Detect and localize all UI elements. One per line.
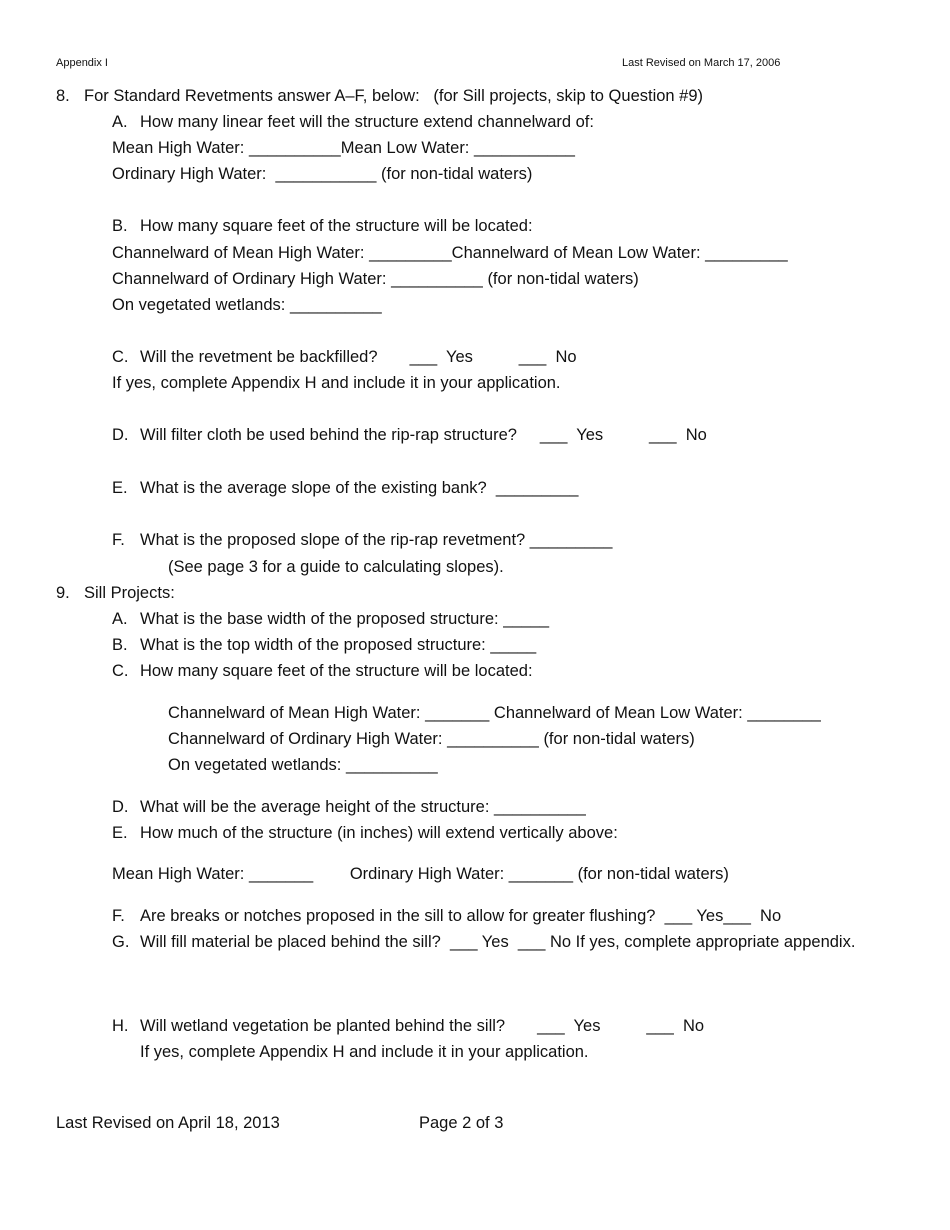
q9h-question[interactable]	[112, 1016, 704, 1036]
q8f-note: (See page 3 for a guide to calculating slopes).	[168, 558, 504, 576]
q9f-letter: F.	[112, 907, 125, 925]
q9c-channelward-ordinary-field[interactable]: Channelward of Ordinary High Water: __________ (for non-tidal waters)	[168, 730, 695, 748]
q9a-text[interactable]: What is the base width of the proposed structure: _____	[140, 610, 550, 628]
q9a-letter: A.	[112, 610, 128, 628]
q8e-question[interactable]	[112, 478, 578, 498]
q9a-question[interactable]	[112, 609, 549, 629]
q8c-text[interactable]: Will the revetment be backfilled? ___ Yes ___ No	[140, 348, 577, 366]
q8e-text[interactable]: What is the average slope of the existing bank? _________	[140, 479, 579, 497]
q9c-channelward-mean-field[interactable]: Channelward of Mean High Water: _______ Channelward of Mean Low Water: ________	[168, 704, 821, 722]
q9d-question[interactable]	[112, 797, 586, 817]
q8d-text[interactable]: Will filter cloth be used behind the rip-rap structure? ___ Yes ___ No	[140, 426, 707, 444]
q9e-question	[112, 823, 618, 843]
footer-revised-date: Last Revised on April 18, 2013	[56, 1114, 280, 1132]
q9h-note: If yes, complete Appendix H and include it in your application.	[140, 1043, 589, 1061]
header-appendix: Appendix I	[56, 57, 108, 69]
q9-title: Sill Projects:	[84, 584, 175, 602]
q9e-vertical-extent-field[interactable]: Mean High Water: _______ Ordinary High Water: _______ (for non-tidal waters)	[112, 865, 729, 883]
q8b-question	[112, 216, 533, 236]
q8-title: For Standard Revetments answer A–F, below: (for Sill projects, skip to Question #9)	[84, 87, 704, 105]
q9e-text: How much of the structure (in inches) will extend vertically above:	[140, 824, 618, 842]
q8c-letter: C.	[112, 348, 129, 366]
header-revised-date: Last Revised on March 17, 2006	[622, 57, 781, 69]
q9f-text[interactable]: Are breaks or notches proposed in the sill to allow for greater flushing? ___ Yes___ No	[140, 907, 782, 925]
q9h-text[interactable]: Will wetland vegetation be planted behind the sill? ___ Yes ___ No	[140, 1017, 705, 1035]
footer-page-number: Page 2 of 3	[419, 1114, 504, 1132]
q9c-vegetated-wetlands-field[interactable]: On vegetated wetlands: __________	[168, 756, 438, 774]
q8d-letter: D.	[112, 426, 129, 444]
q9g-letter: G.	[112, 933, 130, 951]
q8b-channelward-ordinary-field[interactable]: Channelward of Ordinary High Water: __________ (for non-tidal waters)	[112, 270, 639, 288]
q8b-vegetated-wetlands-field[interactable]: On vegetated wetlands: __________	[112, 296, 382, 314]
q8c-note: If yes, complete Appendix H and include it in your application.	[112, 374, 561, 392]
q9c-question	[112, 661, 533, 681]
q8a-text: How many linear feet will the structure extend channelward of:	[140, 113, 594, 131]
q8f-letter: F.	[112, 531, 125, 549]
q8d-question[interactable]	[112, 425, 707, 445]
q8b-channelward-mean-field[interactable]: Channelward of Mean High Water: _________Channelward of Mean Low Water: _________	[112, 244, 788, 262]
q8a-letter: A.	[112, 113, 128, 131]
q9b-letter: B.	[112, 636, 128, 654]
q9-number: 9.	[56, 584, 70, 602]
q9d-text[interactable]: What will be the average height of the structure: __________	[140, 798, 586, 816]
q9f-question[interactable]	[112, 906, 781, 926]
q8f-text[interactable]: What is the proposed slope of the rip-rap revetment? _________	[140, 531, 613, 549]
q8b-letter: B.	[112, 217, 128, 235]
q9g-text[interactable]: Will fill material be placed behind the sill? ___ Yes ___ No If yes, complete appropriate appendix.	[140, 933, 856, 951]
q8f-question[interactable]	[112, 530, 612, 550]
q9b-text[interactable]: What is the top width of the proposed structure: _____	[140, 636, 537, 654]
q9e-letter: E.	[112, 824, 128, 842]
q9g-question[interactable]	[112, 932, 855, 952]
q8-heading	[56, 86, 703, 106]
q8b-text: How many square feet of the structure will be located:	[140, 217, 533, 235]
q8a-ordinary-water-field[interactable]: Ordinary High Water: ___________ (for non-tidal waters)	[112, 165, 533, 183]
q8a-mean-water-field[interactable]: Mean High Water: __________Mean Low Water: ___________	[112, 139, 575, 157]
q8-number: 8.	[56, 87, 70, 105]
q9c-text: How many square feet of the structure will be located:	[140, 662, 533, 680]
q9d-letter: D.	[112, 798, 129, 816]
q9c-letter: C.	[112, 662, 129, 680]
q9b-question[interactable]	[112, 635, 536, 655]
q8a-question	[112, 112, 594, 132]
q8e-letter: E.	[112, 479, 128, 497]
q9h-letter: H.	[112, 1017, 129, 1035]
q9-heading	[56, 583, 175, 603]
q8c-question[interactable]	[112, 347, 577, 367]
